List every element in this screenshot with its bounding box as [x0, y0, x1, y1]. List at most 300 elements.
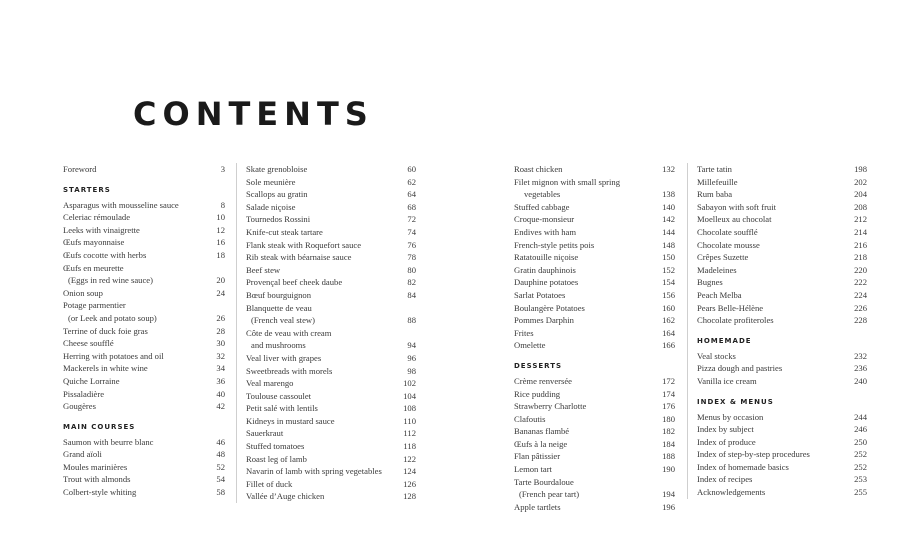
toc-entry-label: Flank steak with Roquefort sauce [246, 239, 362, 250]
toc-entry [63, 400, 225, 413]
toc-entry [63, 236, 225, 249]
toc-entry-label: Sarlat Potatoes [514, 289, 566, 300]
toc-entry-page: 74 [407, 226, 416, 237]
toc-entry [514, 400, 675, 413]
toc-entry-label: Ratatouille niçoise [514, 252, 579, 263]
toc-entry [697, 289, 867, 302]
toc-entry-page [221, 262, 225, 275]
toc-entry-label: Chocolate profiteroles [697, 315, 774, 326]
toc-entry-page: 148 [662, 239, 675, 250]
toc-entry [246, 415, 416, 428]
toc-entry-page: 176 [662, 401, 675, 412]
toc-entry [63, 436, 225, 449]
toc-entry [514, 289, 675, 302]
toc-entry-page: 58 [216, 487, 225, 498]
toc-entry-page: 72 [407, 214, 416, 225]
toc-entry [63, 362, 225, 375]
toc-entry [246, 465, 416, 478]
toc-entry [246, 289, 416, 302]
toc-entry-label: Œufs mayonnaise [63, 237, 125, 248]
toc-entry-page: 252 [854, 461, 867, 472]
toc-entry-label: Tournedos Rossini [246, 214, 311, 225]
toc-entry-label: Rum baba [697, 189, 733, 200]
toc-entry-page: 150 [662, 252, 675, 263]
toc-entry-page: 102 [403, 378, 416, 389]
toc-entry-page: 96 [407, 352, 416, 363]
toc-entry [697, 461, 867, 474]
toc-entry-page: 202 [854, 176, 867, 187]
toc-entry [514, 388, 675, 401]
toc-entry-page: 220 [854, 264, 867, 275]
toc-entry-label: Acknowledgements [697, 487, 766, 498]
toc-entry [697, 226, 867, 239]
toc-entry-label: Chocolate soufflé [697, 226, 758, 237]
toc-entry-label: Vanilla ice cream [697, 375, 757, 386]
toc-entry-page: 20 [216, 275, 225, 286]
toc-entry [63, 325, 225, 338]
toc-entry [514, 488, 675, 501]
toc-entry-label: Veal marengo [246, 378, 294, 389]
toc-entry [63, 274, 225, 287]
toc-entry-page [412, 302, 416, 315]
toc-entry-label: Bananas flambé [514, 426, 570, 437]
toc-entry [697, 448, 867, 461]
toc-entry-page: 3 [220, 164, 225, 174]
toc-entry-label: Herring with potatoes and oil [63, 350, 164, 361]
toc-entry-label: Sabayon with soft fruit [697, 201, 777, 212]
toc-entry [63, 350, 225, 363]
toc-entry-label: Bœuf bourguignon [246, 289, 312, 300]
toc-entry-page: 8 [220, 199, 225, 210]
toc-entry-page: 88 [407, 315, 416, 326]
toc-column-4 [687, 163, 867, 499]
toc-entry-page: 246 [854, 424, 867, 435]
toc-entry [514, 463, 675, 476]
toc-entry-label: Beef stew [246, 264, 281, 275]
toc-entry [697, 251, 867, 264]
toc-entry [63, 375, 225, 388]
toc-entry-label: Index of produce [697, 436, 756, 447]
toc-entry-page: 32 [216, 350, 225, 361]
toc-entry [246, 264, 416, 277]
toc-entry [246, 251, 416, 264]
toc-entry-page: 118 [403, 441, 416, 452]
toc-entry-label: Grand aïoli [63, 449, 102, 460]
toc-entry-label: Tarte Bourdaloue [514, 476, 574, 487]
toc-entry-label: Peach Melba [697, 289, 742, 300]
toc-entry-label: Sweetbreads with morels [246, 365, 333, 376]
toc-entry-label: Quiche Lorraine [63, 375, 120, 386]
toc-entry [63, 448, 225, 461]
toc-entry-page: 126 [403, 478, 416, 489]
toc-entry-label: Œufs à la neige [514, 438, 568, 449]
toc-entry-page: 84 [407, 289, 416, 300]
toc-entry [514, 264, 675, 277]
toc-entry [246, 176, 416, 189]
toc-entry [246, 402, 416, 415]
toc-column-1 [63, 163, 225, 499]
toc-entry [697, 350, 867, 363]
toc-entry-label: Frites [514, 327, 534, 338]
toc-entry-page: 194 [662, 489, 675, 500]
toc-entry [514, 276, 675, 289]
toc-entry-label: Kidneys in mustard sauce [246, 415, 335, 426]
toc-entry-label: Filet mignon with small spring [514, 176, 620, 187]
toc-entry-label: French-style petits pois [514, 239, 595, 250]
toc-entry-page: 214 [854, 226, 867, 237]
toc-entry-label: Pommes Darphin [514, 315, 574, 326]
toc-entry [514, 327, 675, 340]
toc-entry-label: Madeleines [697, 264, 737, 275]
toc-entry-page: 162 [662, 315, 675, 326]
toc-entry-page: 40 [216, 388, 225, 399]
toc-entry-page [671, 476, 675, 489]
toc-entry [697, 473, 867, 486]
toc-entry-page: 78 [407, 252, 416, 263]
toc-entry [246, 365, 416, 378]
toc-entry [246, 201, 416, 214]
toc-entry [514, 239, 675, 252]
toc-entry-label: Cheese soufflé [63, 338, 114, 349]
toc-entry-label: Leeks with vinaigrette [63, 224, 140, 235]
toc-entry [246, 163, 416, 176]
toc-entry [246, 339, 416, 352]
toc-entry-page: 128 [403, 491, 416, 502]
toc-entry-page: 36 [216, 375, 225, 386]
toc-entry-label: Pissaladière [63, 388, 105, 399]
toc-entry-page [671, 176, 675, 189]
toc-entry-label: vegetables [524, 189, 561, 200]
toc-entry [514, 226, 675, 239]
toc-entry [63, 262, 225, 275]
toc-entry-page: 60 [407, 164, 416, 174]
toc-entry-page: 76 [407, 239, 416, 250]
toc-entry [63, 199, 225, 212]
toc-entry-page: 34 [216, 363, 225, 374]
toc-entry-page: 24 [216, 287, 225, 298]
toc-entry [246, 226, 416, 239]
toc-entry-page: 42 [216, 401, 225, 412]
toc-entry-page [221, 299, 225, 312]
toc-entry-label: Sauerkraut [246, 428, 284, 439]
toc-entry-label: Asparagus with mousseline sauce [63, 199, 179, 210]
toc-entry-label: Knife-cut steak tartare [246, 226, 323, 237]
toc-entry-label: Scallops au gratin [246, 189, 308, 200]
toc-entry-label: (French veal stew) [251, 315, 315, 326]
toc-entry-page: 160 [662, 302, 675, 313]
toc-entry-label: Fillet of duck [246, 478, 293, 489]
toc-entry [697, 213, 867, 226]
toc-entry-page: 190 [662, 464, 675, 475]
toc-entry [63, 473, 225, 486]
toc-entry-page: 154 [662, 277, 675, 288]
toc-entry-label: Roast chicken [514, 164, 563, 174]
toc-entry [514, 375, 675, 388]
toc-entry-label: Pears Belle-Hélène [697, 302, 764, 313]
toc-entry [514, 438, 675, 451]
toc-entry [63, 163, 225, 176]
toc-entry-page: 142 [662, 214, 675, 225]
toc-entry-page: 112 [403, 428, 416, 439]
toc-entry-label: Terrine of duck foie gras [63, 325, 148, 336]
toc-entry [246, 327, 416, 340]
toc-entry-page: 208 [854, 201, 867, 212]
toc-entry-page: 196 [662, 501, 675, 512]
toc-entry-page: 110 [403, 415, 416, 426]
toc-entry [697, 375, 867, 388]
toc-entry-page: 16 [216, 237, 225, 248]
toc-entry-page: 98 [407, 365, 416, 376]
toc-entry-label: Index of step-by-step procedures [697, 449, 810, 460]
toc-entry-label: Index of recipes [697, 474, 753, 485]
toc-entry-page: 253 [854, 474, 867, 485]
toc-entry [246, 188, 416, 201]
toc-entry [246, 390, 416, 403]
toc-entry-page: 28 [216, 325, 225, 336]
toc-entry [697, 423, 867, 436]
toc-entry-label: Potage parmentier [63, 300, 126, 311]
toc-entry-page: 48 [216, 449, 225, 460]
toc-entry-label: Onion soup [63, 287, 103, 298]
toc-entry [246, 213, 416, 226]
toc-entry-page: 174 [662, 388, 675, 399]
toc-entry-page: 236 [854, 363, 867, 374]
toc-entry-label: Foreword [63, 164, 97, 174]
toc-entry-page: 132 [662, 164, 675, 174]
toc-entry-page: 252 [854, 449, 867, 460]
toc-entry [514, 425, 675, 438]
toc-entry [514, 163, 675, 176]
toc-entry [63, 249, 225, 262]
toc-entry [63, 486, 225, 499]
toc-entry-label: (Eggs in red wine sauce) [68, 275, 153, 286]
toc-entry-page: 172 [662, 375, 675, 386]
toc-entry-label: Colbert-style whiting [63, 487, 137, 498]
toc-entry-page: 26 [216, 312, 225, 323]
toc-entry [697, 176, 867, 189]
toc-entry-page: 216 [854, 239, 867, 250]
toc-entry-label: Navarin of lamb with spring vegetables [246, 466, 382, 477]
toc-entry-label: Œufs en meurette [63, 262, 124, 273]
toc-entry-page: 62 [407, 176, 416, 187]
section-heading: MAIN COURSES [63, 422, 136, 431]
toc-entry-page: 218 [854, 252, 867, 263]
toc-entry [514, 176, 675, 189]
toc-entry-page: 30 [216, 338, 225, 349]
toc-entry-page: 64 [407, 189, 416, 200]
toc-entry-page: 138 [662, 189, 675, 200]
toc-entry-label: Skate grenobloise [246, 164, 308, 174]
toc-entry-label: Gougères [63, 401, 96, 412]
toc-entry [246, 239, 416, 252]
toc-entry-page: 244 [854, 411, 867, 422]
toc-entry [246, 276, 416, 289]
toc-entry-label: Moelleux au chocolat [697, 214, 772, 225]
toc-entry [246, 377, 416, 390]
toc-entry-page: 224 [854, 289, 867, 300]
toc-entry-label: Trout with almonds [63, 474, 131, 485]
toc-entry-label: Flan pâtissier [514, 451, 561, 462]
toc-entry-page: 140 [662, 201, 675, 212]
toc-entry [246, 427, 416, 440]
toc-entry-page: 222 [854, 277, 867, 288]
toc-entry-page: 144 [662, 226, 675, 237]
section-heading: STARTERS [63, 185, 111, 194]
toc-entry [697, 239, 867, 252]
toc-entry [63, 312, 225, 325]
toc-entry [246, 352, 416, 365]
toc-entry [63, 224, 225, 237]
toc-entry-label: Omelette [514, 340, 546, 351]
section-heading: INDEX & MENUS [697, 397, 774, 406]
toc-entry-label: Stuffed cabbage [514, 201, 570, 212]
toc-entry-label: Provençal beef cheek daube [246, 277, 343, 288]
toc-entry-page: 156 [662, 289, 675, 300]
toc-entry-label: Apple tartlets [514, 501, 561, 512]
toc-entry [514, 450, 675, 463]
toc-entry [63, 299, 225, 312]
toc-entry-page: 82 [407, 277, 416, 288]
toc-entry-label: Strawberry Charlotte [514, 401, 587, 412]
toc-entry-page: 232 [854, 350, 867, 361]
toc-entry-label: Rice pudding [514, 388, 561, 399]
toc-entry-page: 166 [662, 340, 675, 351]
toc-entry-label: Crème renversée [514, 375, 572, 386]
toc-entry [514, 201, 675, 214]
toc-entry [246, 478, 416, 491]
toc-entry-label: Dauphine potatoes [514, 277, 579, 288]
toc-entry-label: Vallée d’Auge chicken [246, 491, 325, 502]
toc-entry-label: Clafoutis [514, 413, 546, 424]
toc-entry-label: Blanquette de veau [246, 302, 312, 313]
toc-entry-page [412, 327, 416, 340]
toc-entry-label: Index by subject [697, 424, 754, 435]
toc-entry-label: Endives with ham [514, 226, 577, 237]
toc-entry [697, 362, 867, 375]
toc-entry [63, 388, 225, 401]
toc-entry [514, 251, 675, 264]
toc-entry-label: (French pear tart) [519, 489, 580, 500]
toc-entry-label: Bugnes [697, 277, 723, 288]
toc-entry-page: 228 [854, 315, 867, 326]
toc-entry-page: 180 [662, 413, 675, 424]
toc-entry [63, 287, 225, 300]
toc-entry-label: Boulangère Potatoes [514, 302, 585, 313]
toc-entry-label: (or Leek and potato soup) [68, 312, 157, 323]
toc-entry-label: Lemon tart [514, 464, 552, 475]
toc-entry-label: Millefeuille [697, 176, 738, 187]
toc-entry [246, 490, 416, 503]
toc-entry-label: and mushrooms [251, 340, 306, 351]
toc-entry [514, 339, 675, 352]
toc-entry [63, 211, 225, 224]
toc-entry [697, 411, 867, 424]
toc-entry-label: Moules marinières [63, 461, 128, 472]
toc-entry [63, 461, 225, 474]
toc-entry [514, 188, 675, 201]
toc-entry-page: 184 [662, 438, 675, 449]
toc-entry-label: Salade niçoise [246, 201, 296, 212]
toc-entry-label: Veal stocks [697, 350, 736, 361]
toc-column-2 [236, 163, 416, 503]
toc-entry-page: 226 [854, 302, 867, 313]
toc-entry-page: 54 [216, 474, 225, 485]
toc-entry-label: Toulouse cassoulet [246, 390, 312, 401]
toc-entry-page: 104 [403, 390, 416, 401]
toc-entry-label: Stuffed tomatoes [246, 441, 305, 452]
toc-entry [697, 276, 867, 289]
toc-entry-page: 188 [662, 451, 675, 462]
toc-entry-label: Menus by occasion [697, 411, 764, 422]
toc-entry-page: 255 [854, 487, 867, 498]
toc-entry-page: 46 [216, 436, 225, 447]
toc-entry-page: 250 [854, 436, 867, 447]
page-title: CONTENTS [133, 95, 374, 133]
toc-entry-page: 204 [854, 189, 867, 200]
toc-entry [246, 314, 416, 327]
toc-entry-label: Roast leg of lamb [246, 453, 307, 464]
toc-entry-label: Index of homemade basics [697, 461, 789, 472]
toc-entry-label: Celeriac rémoulade [63, 212, 131, 223]
toc-entry [514, 213, 675, 226]
toc-entry [246, 302, 416, 315]
section-heading: DESSERTS [514, 361, 563, 370]
toc-entry [697, 436, 867, 449]
toc-entry [697, 163, 867, 176]
toc-entry [514, 413, 675, 426]
toc-entry-label: Saumon with beurre blanc [63, 436, 154, 447]
toc-entry-page: 18 [216, 249, 225, 260]
toc-entry-page: 68 [407, 201, 416, 212]
toc-entry-label: Croque-monsieur [514, 214, 575, 225]
toc-entry [246, 453, 416, 466]
toc-entry [514, 314, 675, 327]
toc-entry-page: 164 [662, 327, 675, 338]
toc-entry [697, 302, 867, 315]
toc-entry [697, 264, 867, 277]
toc-entry-label: Crêpes Suzette [697, 252, 749, 263]
toc-entry [697, 486, 867, 499]
toc-entry [246, 440, 416, 453]
toc-entry-label: Rib steak with béarnaise sauce [246, 252, 352, 263]
toc-entry-page: 80 [407, 264, 416, 275]
toc-entry-label: Sole meunière [246, 176, 296, 187]
toc-entry [514, 302, 675, 315]
toc-entry-page: 52 [216, 461, 225, 472]
toc-entry-label: Pizza dough and pastries [697, 363, 783, 374]
toc-entry-label: Œufs cocotte with herbs [63, 249, 147, 260]
toc-entry-page: 152 [662, 264, 675, 275]
toc-entry-page: 212 [854, 214, 867, 225]
section-heading: HOMEMADE [697, 336, 752, 345]
toc-entry [514, 501, 675, 514]
toc-entry-label: Veal liver with grapes [246, 352, 322, 363]
toc-entry [63, 337, 225, 350]
toc-entry-page: 240 [854, 375, 867, 386]
toc-column-3 [514, 163, 675, 513]
toc-entry-page: 122 [403, 453, 416, 464]
toc-entry-label: Côte de veau with cream [246, 327, 332, 338]
toc-entry-page: 10 [216, 212, 225, 223]
toc-entry-label: Tarte tatin [697, 164, 732, 174]
toc-entry-label: Petit salé with lentils [246, 403, 318, 414]
toc-entry-page: 198 [854, 164, 867, 174]
toc-entry-page: 94 [407, 340, 416, 351]
toc-entry-label: Mackerels in white wine [63, 363, 148, 374]
toc-entry-label: Gratin dauphinois [514, 264, 576, 275]
toc-entry-page: 12 [216, 224, 225, 235]
toc-entry-page: 124 [403, 466, 416, 477]
